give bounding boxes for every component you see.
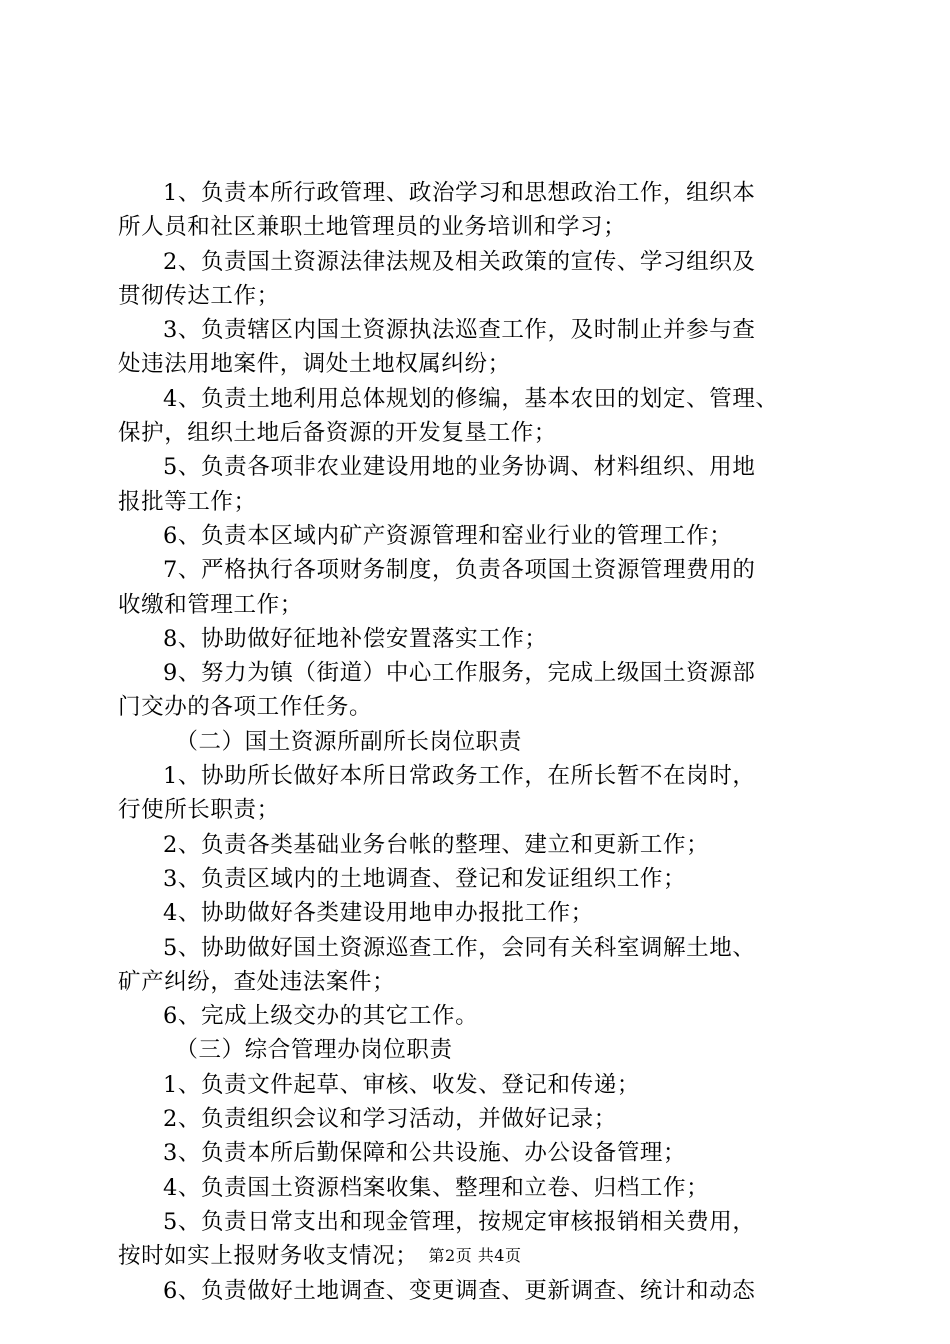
text-line: 4、协助做好各类建设用地申办报批工作； xyxy=(163,900,594,927)
text-line: 报批等工作； xyxy=(118,488,257,515)
text-line: 6、负责本区域内矿产资源管理和窑业行业的管理工作； xyxy=(163,522,733,549)
paragraph xyxy=(118,1068,834,1102)
paragraph xyxy=(118,759,834,828)
text-line: 2、负责各类基础业务台帐的整理、建立和更新工作； xyxy=(163,831,710,858)
text-line: 5、负责各项非农业建设用地的业务协调、材料组织、用地 xyxy=(163,454,756,481)
text-line: 7、严格执行各项财务制度，负责各项国土资源管理费用的 xyxy=(163,557,756,584)
text-line: 保护，组织土地后备资源的开发复垦工作； xyxy=(118,420,557,447)
paragraph xyxy=(118,382,834,451)
text-line: （二）国土资源所副所长岗位职责 xyxy=(175,728,522,755)
paragraph xyxy=(118,1171,834,1205)
paragraph xyxy=(118,519,834,553)
text-line: 4、负责土地利用总体规划的修编，基本农田的划定、管理、 xyxy=(163,385,779,412)
paragraph xyxy=(118,862,834,896)
text-line: 6、完成上级交办的其它工作。 xyxy=(163,1003,479,1030)
paragraph xyxy=(118,931,834,1000)
paragraph xyxy=(118,1102,834,1136)
paragraph xyxy=(118,1136,834,1170)
paragraph xyxy=(118,828,834,862)
paragraph xyxy=(118,313,834,382)
paragraph xyxy=(118,245,834,314)
text-line: 5、协助做好国土资源巡查工作，会同有关科室调解土地、 xyxy=(163,934,756,961)
paragraph xyxy=(118,656,834,725)
text-line: 4、负责国土资源档案收集、整理和立卷、归档工作； xyxy=(163,1174,710,1201)
text-line: 2、负责组织会议和学习活动，并做好记录； xyxy=(163,1106,617,1133)
text-line: 贯彻传达工作； xyxy=(118,282,280,309)
text-line: 所人员和社区兼职土地管理员的业务培训和学习； xyxy=(118,214,627,241)
text-line: 3、负责辖区内国土资源执法巡查工作，及时制止并参与查 xyxy=(163,317,756,344)
text-line: 矿产纠纷，查处违法案件； xyxy=(118,968,396,995)
paragraph xyxy=(118,999,834,1033)
paragraph xyxy=(118,553,834,622)
paragraph xyxy=(118,896,834,930)
text-line: 处违法用地案件，调处土地权属纠纷； xyxy=(118,351,511,378)
text-line: 6、负责做好土地调查、变更调查、更新调查、统计和动态 xyxy=(163,1277,756,1304)
paragraph xyxy=(118,622,834,656)
document-body xyxy=(118,176,834,1308)
paragraph xyxy=(118,1274,834,1308)
text-line: 1、协助所长做好本所日常政务工作，在所长暂不在岗时， xyxy=(163,763,756,790)
paragraph xyxy=(118,176,834,245)
text-line: 行使所长职责； xyxy=(118,797,280,824)
text-line: 门交办的各项工作任务。 xyxy=(118,694,373,721)
text-line: 9、努力为镇（街道）中心工作服务，完成上级国土资源部 xyxy=(163,660,756,687)
text-line: 收缴和管理工作； xyxy=(118,591,303,618)
text-line: 2、负责国土资源法律法规及相关政策的宣传、学习组织及 xyxy=(163,248,756,275)
text-line: 8、协助做好征地补偿安置落实工作； xyxy=(163,625,548,652)
paragraph xyxy=(118,450,834,519)
text-line: 3、负责本所后勤保障和公共设施、办公设备管理； xyxy=(163,1140,687,1167)
page-footer: 第2页 共4页 xyxy=(428,1246,522,1265)
section-heading xyxy=(118,1033,834,1067)
text-line: 3、负责区域内的土地调查、登记和发证组织工作； xyxy=(163,865,687,892)
text-line: （三）综合管理办岗位职责 xyxy=(175,1037,453,1064)
text-line: 1、负责本所行政管理、政治学习和思想政治工作，组织本 xyxy=(163,180,756,206)
text-line: 按时如实上报财务收支情况； xyxy=(118,1243,419,1270)
text-line: 1、负责文件起草、审核、收发、登记和传递； xyxy=(163,1071,640,1098)
section-heading xyxy=(118,725,834,759)
text-line: 5、负责日常支出和现金管理，按规定审核报销相关费用， xyxy=(163,1208,756,1235)
